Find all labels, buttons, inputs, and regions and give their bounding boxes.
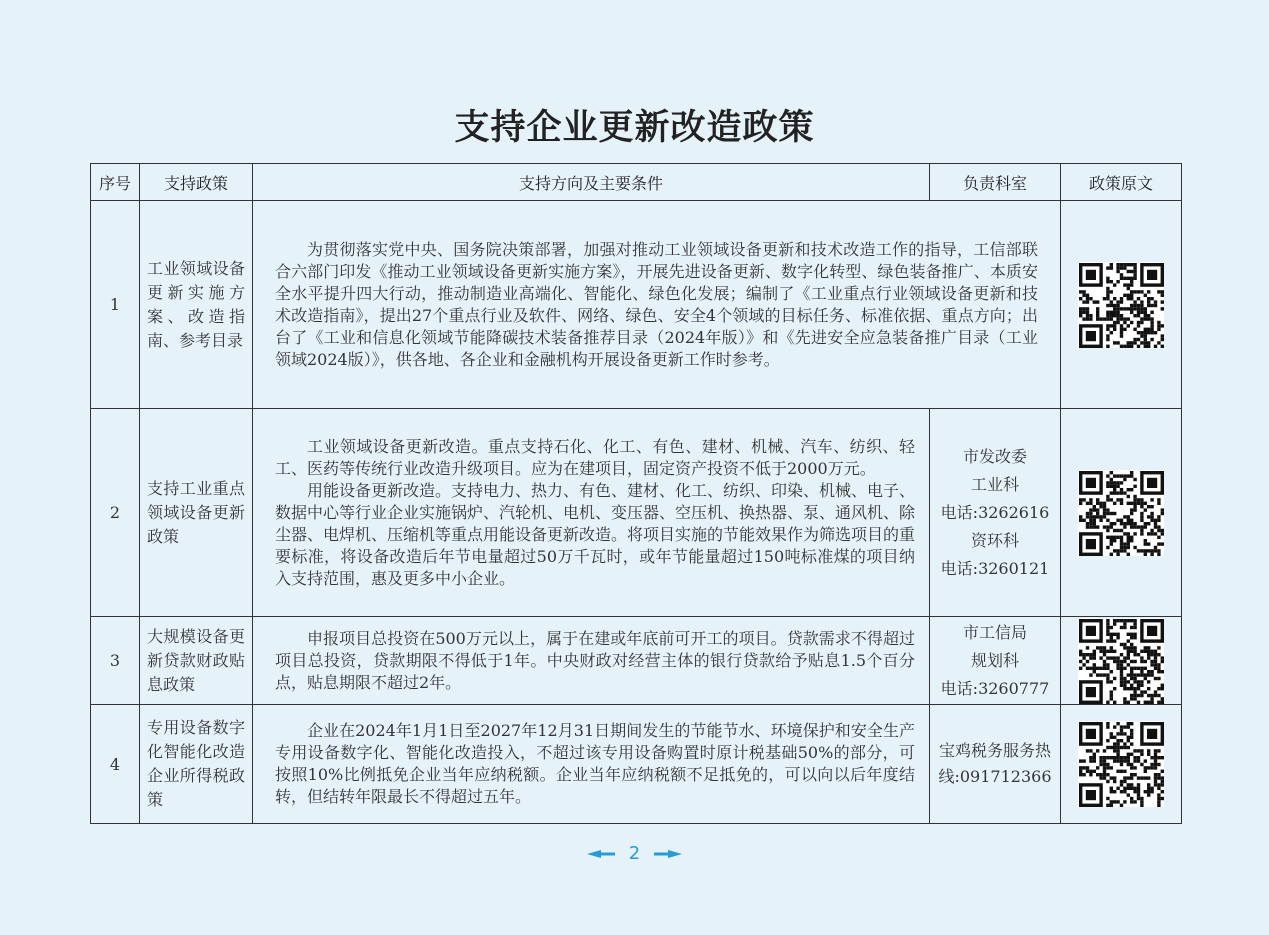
policy-conditions <box>253 409 930 617</box>
condition-paragraph: 用能设备更新改造。支持电力、热力、有色、建材、化工、纺织、印染、机械、电子、数据中心等行业企业实施锅炉、汽轮机、电机、变压器、空压机、换热器、泵、通风机、除尘器、电焊机、压缩机等重点用能设备更新改造。将项目实施的节能效果作为筛选项目的重要标准，将设备改造后年节电量超过50万千瓦时，或年节能量超过150吨标准煤的项目纳入支持范围，惠及更多中小企业。 <box>275 480 916 588</box>
policy-conditions <box>253 705 930 824</box>
page-title: 支持企业更新改造政策 <box>454 107 815 148</box>
header-conditions: 支持方向及主要条件 <box>253 164 930 201</box>
qr-code-icon[interactable] <box>1078 262 1164 348</box>
department-cell <box>930 617 1061 705</box>
qr-code-icon[interactable] <box>1078 470 1164 556</box>
department-name: 市发改委 <box>962 446 1027 466</box>
row-index: 3 <box>91 617 140 705</box>
policy-name: 工业领域设备更新实施方案、改造指南、参考目录 <box>140 201 253 409</box>
condition-paragraph: 企业在2024年1月1日至2027年12月31日期间发生的节能节水、环境保护和安全生产专用设备数字化、智能化改造投入，不超过该专用设备购置时原计税基础50%的部分，可按照10%比例抵免企业当年应纳税额。企业当年应纳税额不足抵免的，可以向以后年度结转，但结转年限最长不得超过五年。 <box>275 721 915 806</box>
qr-cell <box>1061 409 1182 617</box>
row-index: 1 <box>91 201 140 409</box>
department-section: 资环科 <box>970 530 1019 550</box>
table-row <box>91 617 1182 705</box>
condition-paragraph: 工业领域设备更新改造。重点支持石化、化工、有色、建材、机械、汽车、纺织、轻工、医药等传统行业改造升级项目。应为在建项目，固定资产投资不低于2000万元。 <box>275 436 915 478</box>
department-name: 市工信局 <box>962 622 1027 642</box>
table-row <box>91 201 1182 409</box>
department-cell <box>930 409 1061 617</box>
department-section: 工业科 <box>970 474 1019 494</box>
condition-paragraph: 申报项目总投资在500万元以上，属于在建或年底前可开工的项目。贷款需求不得超过项目总投资，贷款期限不得低于1年。中央财政对经营主体的银行贷款给予贴息1.5个百分点，贴息期限不超过2年。 <box>275 628 915 692</box>
policy-name: 支持工业重点领域设备更新政策 <box>140 409 253 617</box>
qr-cell <box>1061 201 1182 409</box>
arrow-left-icon <box>587 849 615 859</box>
department-section: 规划科 <box>970 650 1019 670</box>
header-policy: 支持政策 <box>140 164 253 201</box>
qr-cell <box>1061 617 1182 705</box>
page-number-text: 2 <box>628 843 641 864</box>
header-original: 政策原文 <box>1061 164 1182 201</box>
department-phone: 电话:3260121 <box>940 558 1050 578</box>
table-row <box>91 409 1182 617</box>
header-index: 序号 <box>91 164 140 201</box>
department-cell <box>930 705 1061 824</box>
row-index: 4 <box>91 705 140 824</box>
table-row <box>91 705 1182 824</box>
policy-conditions <box>253 617 930 705</box>
policy-conditions <box>253 201 1061 409</box>
arrow-right-icon <box>654 849 682 859</box>
page-number <box>0 842 1269 866</box>
qr-cell <box>1061 705 1182 824</box>
department-phone: 电话:3260777 <box>940 678 1050 698</box>
qr-code-icon[interactable] <box>1078 618 1164 704</box>
table-header-row <box>91 164 1182 201</box>
department-hotline: 宝鸡税务服务热线:091712366 <box>938 741 1052 786</box>
policy-name: 专用设备数字化智能化改造企业所得税政策 <box>140 705 253 824</box>
row-index: 2 <box>91 409 140 617</box>
policy-table <box>90 163 1182 824</box>
department-phone: 电话:3262616 <box>940 502 1050 522</box>
qr-code-icon[interactable] <box>1078 721 1164 807</box>
policy-name: 大规模设备更新贷款财政贴息政策 <box>140 617 253 705</box>
condition-paragraph: 为贯彻落实党中央、国务院决策部署，加强对推动工业领域设备更新和技术改造工作的指导，工信部联合六部门印发《推动工业领域设备更新实施方案》，开展先进设备更新、数字化转型、绿色装备推广、本质安全水平提升四大行动，推动制造业高端化、智能化、绿色化发展；编制了《工业重点行业领域设备更新和技术改造指南》，提出27个重点行业及软件、网络、绿色、安全4个领域的目标任务、标准依据、重点方向；出台了《工业和信息化领域节能降碳技术装备推荐目录（2024年版）》和《先进安全应急装备推广目录（工业领域2024版）》，供各地、各企业和金融机构开展设备更新工作时参考。 <box>275 239 1038 369</box>
header-department: 负责科室 <box>930 164 1061 201</box>
